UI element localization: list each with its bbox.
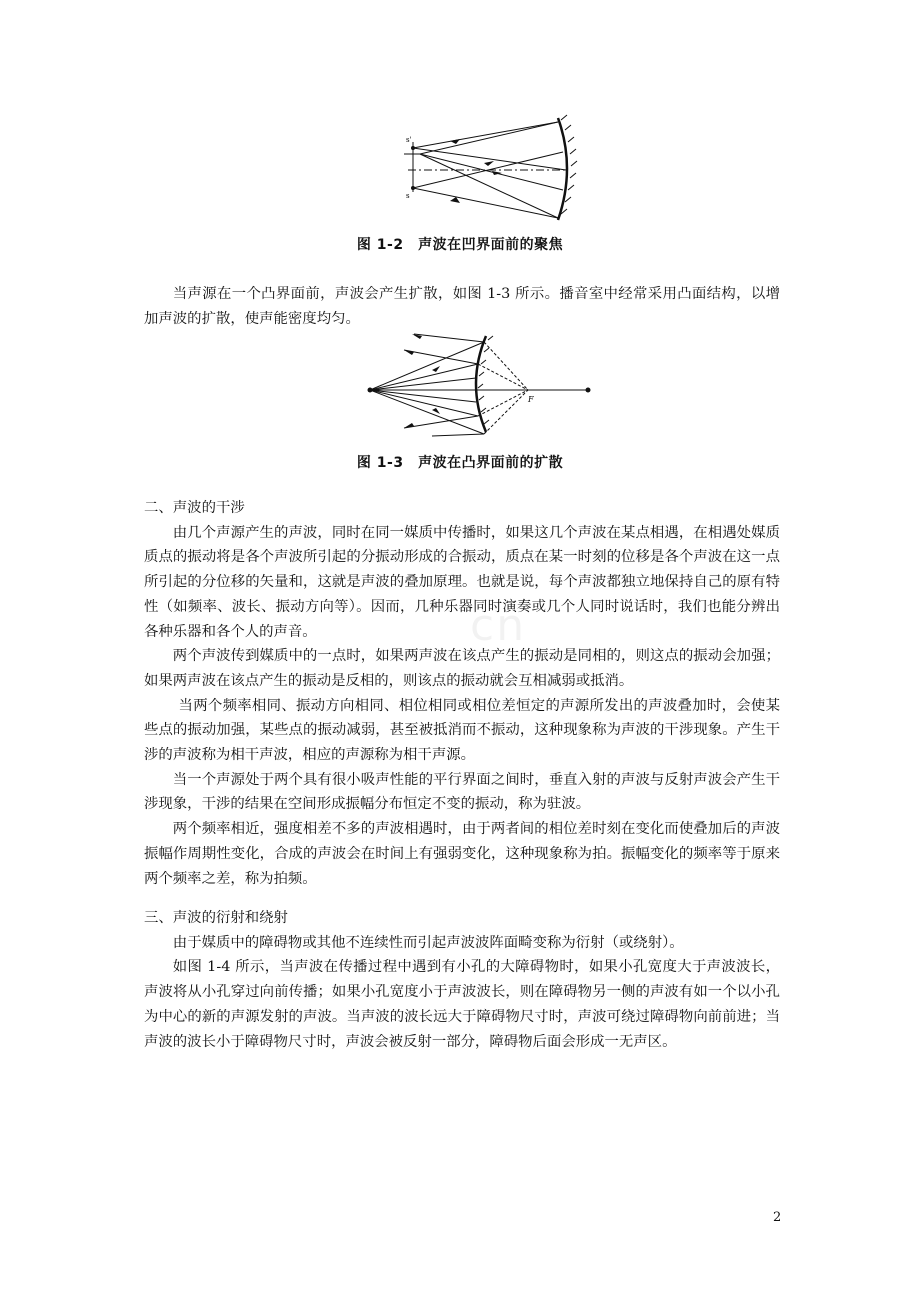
figure-1-3-caption: 图 1-3 声波在凸界面前的扩散 — [356, 455, 564, 471]
figure-1-3-label-f: F — [528, 395, 534, 404]
page-number: 2 — [773, 1210, 782, 1225]
paragraph-beats: 两个频率相近，强度相差不多的声波相遇时，由于两者间的相位差时刻在变化而使叠加后的声波振幅作周期性变化，合成的声波会在时间上有强弱变化，这种现象称为拍。振幅变化的频率等于原来两个频率之差，称为拍频。 — [144, 821, 780, 887]
section-diffraction — [144, 906, 780, 1054]
figure-1-2-diagram — [380, 108, 580, 228]
paragraph-coherent: 当两个频率相同、振动方向相同、相位相同或相位差恒定的声源所发出的声波叠加时，会使某些点的振动加强，某些点的振动减弱，甚至被抵消而不振动，这种现象称为声波的干涉现象。产生干涉的声波称为相干声波，相应的声源称为相干声源。 — [144, 697, 780, 764]
paragraph-small-hole: 如图 1-4 所示，当声波在传播过程中遇到有小孔的大障碍物时，如果小孔宽度大于声波波长，声波将从小孔穿过向前传播；如果小孔宽度小于声波波长，则在障碍物另一侧的声波有如一个以小孔为中心的新的声源发射的声波。当声波的波长远大于障碍物尺寸时，声波可绕过障碍物向前前进；当声波的波长小于障碍物尺寸时，声波会被反射一部分，障碍物后面会形成一无声区。 — [144, 959, 780, 1050]
section-heading-diffraction: 三、声波的衍射和绕射 — [144, 910, 288, 926]
section-heading-interference: 二、声波的干涉 — [144, 500, 245, 516]
figure-1-2-caption: 图 1-2 声波在凹界面前的聚焦 — [356, 237, 564, 253]
paragraph-superposition: 由几个声源产生的声波，同时在同一媒质中传播时，如果这几个声波在某点相遇，在相遇处媒质质点的振动将是各个声波所引起的分振动形成的合振动，质点在某一时刻的位移是各个声波在这一点所引起的分位移的矢量和，这就是声波的叠加原理。也就是说，每个声波都独立地保持自己的原有特性（如频率、波长、振动方向等）。因而，几种乐器同时演奏或几个人同时说话时，我们也能分辨出各种乐器和各个人的声音。 — [144, 524, 780, 640]
figure-1-2-label-s-prime: s' — [406, 136, 412, 144]
intro-convex-block — [144, 282, 780, 331]
section-interference — [144, 496, 780, 891]
figure-1-3-diagram — [362, 330, 598, 438]
paragraph-in-phase: 两个声波传到媒质中的一点时，如果两声波在该点产生的振动是同相的，则这点的振动会加强；如果两声波在该点产生的振动是反相的，则该点的振动就会互相减弱或抵消。 — [144, 648, 780, 689]
figure-1-2-label-s: s — [406, 192, 410, 200]
paragraph-standing-wave: 当一个声源处于两个具有很小吸声性能的平行界面之间时，垂直入射的声波与反射声波会产生干涉现象，干涉的结果在空间形成振幅分布恒定不变的振动，称为驻波。 — [144, 771, 780, 813]
watermark: cn — [470, 600, 527, 651]
paragraph-convex-intro: 当声源在一个凸界面前，声波会产生扩散，如图 1-3 所示。播音室中经常采用凸面结构，以增加声波的扩散，使声能密度均匀。 — [144, 286, 780, 327]
paragraph-diffraction-definition: 由于媒质中的障碍物或其他不连续性而引起声波波阵面畸变称为衍射（或绕射）。 — [172, 934, 684, 951]
